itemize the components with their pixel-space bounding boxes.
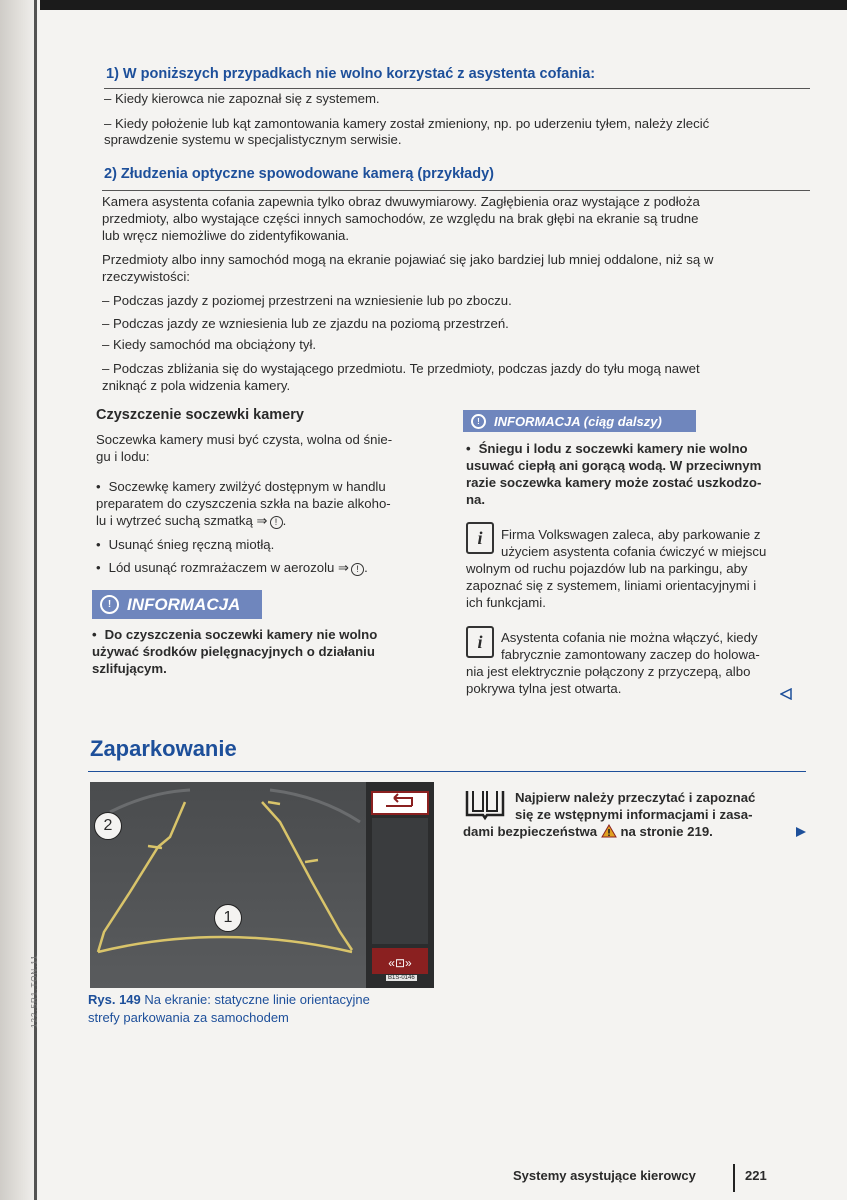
read-first-b: się ze wstępnymi informacjami i zasa- xyxy=(515,807,753,822)
footer-section: Systemy asystujące kierowcy xyxy=(513,1168,696,1183)
continue-arrow-icon xyxy=(795,826,807,838)
tip1e: ich funkcjami. xyxy=(466,595,546,610)
clean-bullet1a: • Soczewkę kamery zwilżyć dostępnym w handlu xyxy=(96,478,386,496)
section1-item2a: – Kiedy położenie lub kąt zamontowania kamery został zmieniony, np. po uderzeniu tyłem, należy zlecić xyxy=(104,116,710,131)
warning-ref-icon: ! xyxy=(351,563,364,576)
callout-2: 2 xyxy=(94,812,122,840)
section1-heading: 1) W poniższych przypadkach nie wolno korzystać z asystenta cofania: xyxy=(106,66,596,82)
clean-bullet1c: lu i wytrzeć suchą szmatką ⇒ xyxy=(96,513,268,528)
section2-p2a: Przedmioty albo inny samochód mogą na ekranie pojawiać się jako bardziej lub mniej oddalone, niż są w xyxy=(102,252,714,267)
tip2a: Asystenta cofania nie można włączyć, kiedy xyxy=(501,630,758,645)
info-warn2b: usuwać ciepłą ani gorącą wodą. W przeciwnym xyxy=(466,458,762,473)
svg-text:«⊡»: «⊡» xyxy=(388,956,412,970)
info-icon: ! xyxy=(100,595,119,614)
section2-list1: – Podczas jazdy z poziomej przestrzeni na wzniesienie lub po zboczu. xyxy=(102,293,512,308)
camera-figure xyxy=(90,782,434,988)
section2-p2b: rzeczywistości: xyxy=(102,269,190,284)
footer-page-number: 221 xyxy=(745,1168,767,1183)
info-warn1a: • Do czyszczenia soczewki kamery nie wolno xyxy=(92,626,377,644)
section2-list3: – Kiedy samochód ma obciążony tył. xyxy=(102,337,317,352)
info-warn2a: • Śniegu i lodu z soczewki kamery nie wolno xyxy=(466,440,748,458)
info-warn1c: szlifującym. xyxy=(92,661,167,676)
clean-bullet2: • Usunąć śnieg ręczną miotłą. xyxy=(96,536,274,554)
info-icon: ! xyxy=(471,414,486,429)
top-edge-bar xyxy=(40,0,847,10)
section1-rule xyxy=(104,88,810,89)
info-warn2c: razie soczewka kamery może zostać uszkodzo- xyxy=(466,475,762,490)
clean-bullet3-wrap: • Lód usunąć rozmrażaczem w aerozolu ⇒ ! . xyxy=(96,560,368,575)
info-cont-title: INFORMACJA (ciąg dalszy) xyxy=(494,413,662,429)
section1-item2b: sprawdzenie systemu w specjalistycznym serwisie. xyxy=(104,132,402,147)
section2-list2: – Podczas jazdy ze wzniesienia lub ze zjazdu na poziomą przestrzeń. xyxy=(102,316,509,331)
side-print-code: 122.5R1.TON.11 xyxy=(30,954,39,1028)
read-first-a: Najpierw należy przeczytać i zapoznać xyxy=(515,790,756,805)
warning-triangle-icon xyxy=(601,824,617,838)
end-of-section-icon xyxy=(780,688,792,700)
clean-p1b: gu i lodu: xyxy=(96,449,150,464)
clean-bullet3: Lód usunąć rozmrażaczem w aerozolu ⇒ xyxy=(108,560,350,575)
tip2b: fabrycznie zamontowany zaczep do holowa- xyxy=(501,647,760,662)
tip1d: zapoznać się z systemem, liniami orientacyjnymi i xyxy=(466,578,757,593)
clean-heading: Czyszczenie soczewki kamery xyxy=(96,407,304,423)
tip1b: użyciem asystenta cofania ćwiczyć w miejscu xyxy=(501,544,767,559)
book-icon xyxy=(463,787,507,821)
section2-rule xyxy=(102,190,810,191)
camera-screen xyxy=(90,782,434,988)
tip1c: wolnym od ruchu pojazdów lub na parkingu, aby xyxy=(466,561,748,576)
clean-bullet1b: preparatem do czyszczenia szkła na bazie alkoho- xyxy=(96,496,391,511)
info-banner-title: INFORMACJA xyxy=(127,594,241,614)
section1-item1: – Kiedy kierowca nie zapoznał się z systemem. xyxy=(104,91,380,106)
warning-ref-icon: ! xyxy=(270,516,283,529)
parking-rule xyxy=(88,771,806,772)
figure-label: Rys. 149 xyxy=(88,992,141,1007)
tip-info-icon: i xyxy=(466,626,494,658)
clean-p1a: Soczewka kamery musi być czysta, wolna od śnie- xyxy=(96,432,393,447)
read-first-c-wrap xyxy=(463,823,713,841)
read-first-d: na stronie 219. xyxy=(620,824,713,839)
section2-p1a: Kamera asystenta cofania zapewnia tylko obraz dwuwymiarowy. Zagłębienia oraz wystające z podłoża xyxy=(102,194,700,209)
tip2c: nia jest elektrycznie połączony z przyczepą, albo xyxy=(466,664,751,679)
callout-1: 1 xyxy=(214,904,242,932)
section2-p1b: przedmioty, albo wystające części innych samochodów, ze względu na brak głębi na ekranie są trudne xyxy=(102,211,699,226)
section2-list4a: – Podczas zbliżania się do wystającego przedmiotu. Te przedmioty, podczas jazdy do tyłu mogą nawet xyxy=(102,361,700,376)
figure-caption-line1 xyxy=(88,992,370,1007)
section2-heading: 2) Złudzenia optyczne spowodowane kamerą (przykłady) xyxy=(104,166,494,182)
parking-heading: Zaparkowanie xyxy=(90,736,237,761)
clean-bullet1c-wrap: lu i wytrzeć suchą szmatką ⇒ ! . xyxy=(96,513,287,528)
info-warn2d: na. xyxy=(466,492,486,507)
tip2d: pokrywa tylna jest otwarta. xyxy=(466,681,622,696)
tip1a: Firma Volkswagen zaleca, aby parkowanie z xyxy=(501,527,761,542)
figure-caption-b: strefy parkowania za samochodem xyxy=(88,1010,289,1025)
read-first-c: dami bezpieczeństwa xyxy=(463,824,598,839)
figure-code: B1S-0146 xyxy=(388,975,415,981)
info-cont-banner xyxy=(463,410,696,432)
info-banner xyxy=(92,590,262,619)
section2-list4b: zniknąć z pola widzenia kamery. xyxy=(102,378,291,393)
info-warn1b: używać środków pielęgnacyjnych o działaniu xyxy=(92,644,375,659)
footer-divider xyxy=(733,1164,735,1192)
tip-info-icon: i xyxy=(466,522,494,554)
figure-caption-a: Na ekranie: statyczne linie orientacyjne xyxy=(144,992,370,1007)
section2-p1c: lub wręcz niemożliwe do zidentyfikowania. xyxy=(102,228,350,243)
